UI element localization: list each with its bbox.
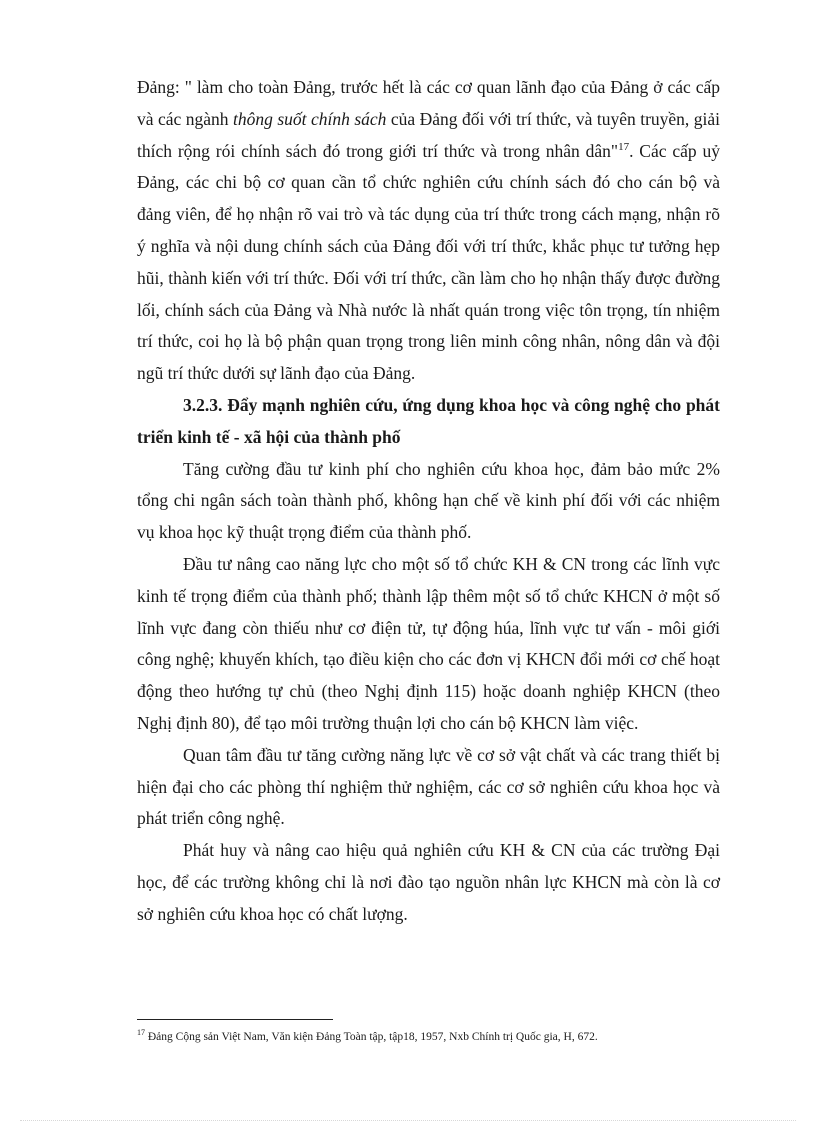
paragraph-text: Đảng: " làm cho toàn Đảng, trước hết là các cơ quan lãnh đạo của Đảng ở các cấp và các ngành <box>137 77 720 129</box>
footnote-reference[interactable]: 17 <box>618 140 630 153</box>
body-text <box>137 72 720 931</box>
paragraph-infrastructure: Quan tâm đầu tư tăng cường năng lực về cơ sở vật chất và các trang thiết bị hiện đại cho các phòng thí nghiệm thử nghiệm, các cơ sở nghiên cứu khoa học và phát triển công nghệ. <box>137 744 720 829</box>
paragraph-capacity: Đầu tư nâng cao năng lực cho một số tổ chức KH & CN trong các lĩnh vực kinh tế trọng điểm của thành phố; thành lập thêm một số tổ chức KHCN ở một số lĩnh vực đang còn thiếu như cơ điện tử, tự động húa, lĩnh vực tư vấn - môi giới công nghệ; khuyến khích, tạo điều kiện cho các đơn vị KHCN đổi mới cơ chế hoạt động theo hướng tự chủ (theo Nghị định 115) hoặc doanh nghiệp KHCN (theo Nghị định 80), để tạo môi trường thuận lợi cho cán bộ KHCN làm việc. <box>137 553 720 733</box>
paragraph-text: . Các cấp uỷ Đảng, các chi bộ cơ quan cần tổ chức nghiên cứu chính sách đó cho cán bộ và đảng viên, để họ nhận rõ vai trò và tác dụng của trí thức trong cách mạng, nhận rõ ý nghĩa và nội dung chính sách của Đảng đối với trí thức, khắc phục tư tưởng hẹp hũi, thành kiến với trí thức. Đối với trí thức, cần làm cho họ nhận thấy được đường lối, chính sách của Đảng và Nhà nước là nhất quán trong việc tôn trọng, tín nhiệm trí thức, coi họ là bộ phận quan trọng trong liên minh công nhân, nông dân và đội ngũ trí thức dưới sự lãnh đạo của Đảng. <box>137 140 720 384</box>
footnote-number: 17 <box>137 1028 145 1038</box>
paragraph-text: của Đảng đối với trí thức, và tuyên truyền, giải thích rộng rói chính sách đó trong giới trí thức và trong nhân dân" <box>137 108 721 161</box>
paragraph-universities: Phát huy và nâng cao hiệu quả nghiên cứu KH & CN của các trường Đại học, để các trường không chỉ là nơi đào tạo nguồn nhân lực KHCN mà còn là cơ sở nghiên cứu khoa học có chất lượng. <box>137 840 720 924</box>
page-bottom-edge <box>20 1120 796 1121</box>
section-heading: 3.2.3. Đẩy mạnh nghiên cứu, ứng dụng khoa học và công nghệ cho phát triển kinh tế - xã hội của thành phố <box>137 394 720 447</box>
footnote-separator <box>137 1019 333 1020</box>
footnote-text: Đảng Cộng sản Việt Nam, Văn kiện Đảng Toàn tập, tập18, 1957, Nxb Chính trị Quốc gia, H, 672. <box>145 1031 598 1043</box>
paragraph-party-policy <box>137 72 720 390</box>
footnote <box>137 1030 727 1045</box>
paragraph-funding: Tăng cường đầu tư kinh phí cho nghiên cứu khoa học, đảm bảo mức 2% tổng chi ngân sách toàn thành phố, không hạn chế về kinh phí đối với các nhiệm vụ khoa học kỹ thuật trọng điểm của thành phố. <box>137 458 720 543</box>
italic-phrase: thông suốt chính sách <box>233 108 387 129</box>
